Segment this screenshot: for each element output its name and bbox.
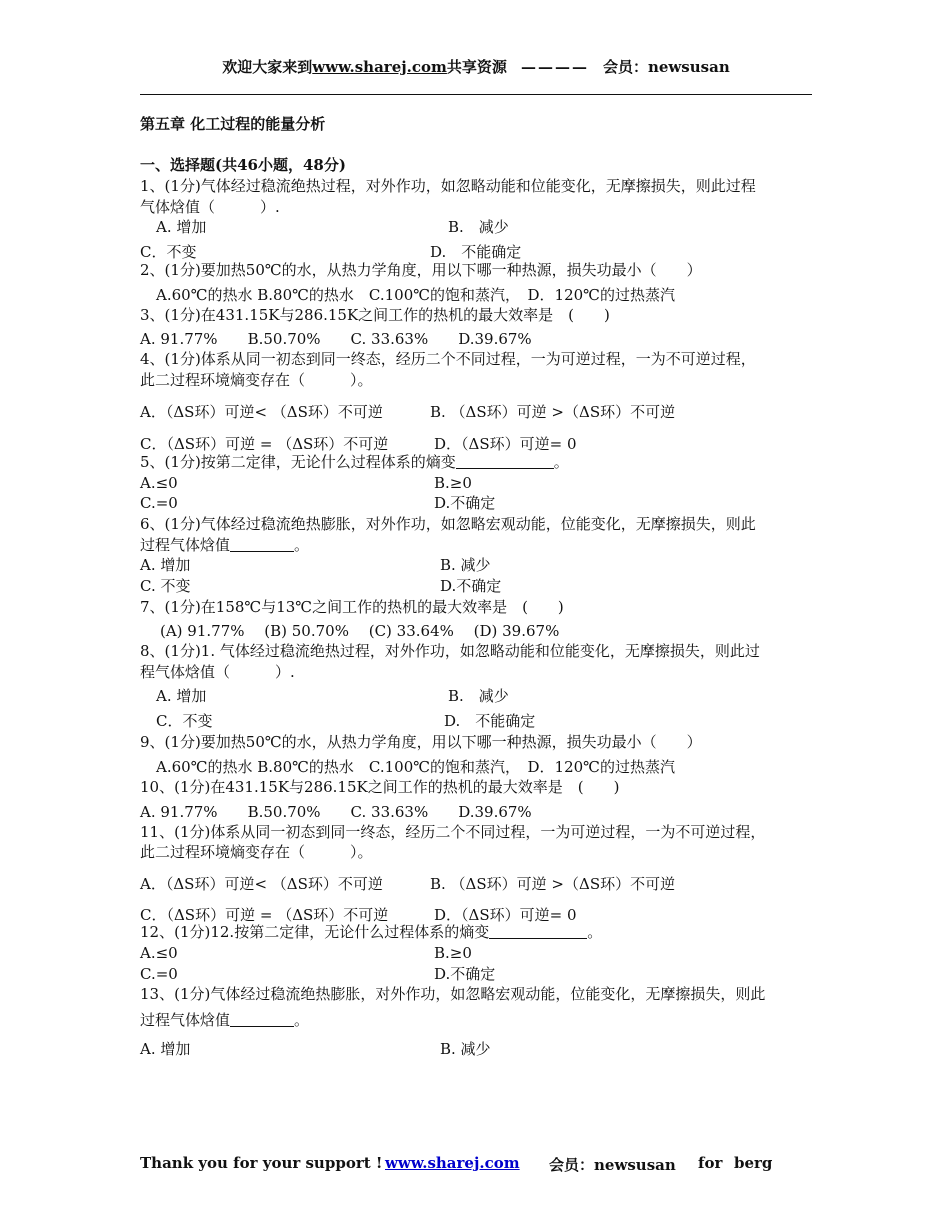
question-3-stem: 3、(1分)在431.15K与286.15K之间工作的热机的最大效率是 ( ) [140, 305, 610, 324]
question-3-options: A. 91.77% B.50.70% C. 33.63% D.39.67% [140, 330, 532, 349]
question-4-stem-cont: 此二过程环境熵变存在（ ）。 [140, 370, 373, 389]
question-10-stem: 10、(1分)在431.15K与286.15K之间工作的热机的最大效率是 ( ) [140, 777, 620, 796]
option-b: B. （ΔS环）可逆 >（ΔS环）不可逆 [430, 874, 676, 893]
question-13-stem-cont: 过程气体焓值 。 [140, 1011, 310, 1030]
header-member: 会员：newsusan [602, 58, 730, 76]
header-welcome: 欢迎大家来到 [222, 58, 313, 76]
option-a: A. 增加 [140, 1039, 191, 1058]
option-d: D.不确定 [440, 577, 502, 596]
footer-name: berg [734, 1154, 773, 1172]
question-1-stem-cont: 气体焓值（ ）. [140, 197, 280, 216]
section-title: 一、选择题(共46小题，48分) [140, 156, 346, 175]
question-6-stem-cont: 过程气体焓值 。 [140, 535, 310, 554]
option-a: A. 增加 [156, 218, 207, 237]
option-a: A.≤0 [140, 944, 178, 962]
answer-blank [456, 453, 554, 469]
option-b: B. 减少 [448, 686, 509, 705]
header-rule [140, 94, 812, 95]
answer-blank [230, 1011, 294, 1027]
option-a: A. 增加 [140, 556, 191, 575]
option-d: D．（ΔS环）可逆= 0 [434, 435, 577, 454]
question-1-stem: 1、(1分)气体经过稳流绝热过程，对外作功，如忽略动能和位能变化，无摩擦损失，则此过程 [140, 177, 756, 196]
chapter-title: 第五章 化工过程的能量分析 [140, 115, 326, 133]
option-c: C．不变 [140, 243, 197, 262]
question-2-options: A.60℃的热水 B.80℃的热水 C.100℃的饱和蒸汽， D．120℃的过热蒸汽 [156, 285, 675, 304]
option-b: B. 减少 [440, 1039, 491, 1058]
question-8-stem: 8、(1分)1. 气体经过稳流绝热过程，对外作功，如忽略动能和位能变化，无摩擦损失，则此过 [140, 642, 760, 661]
question-7-stem: 7、(1分)在158℃与13℃之间工作的热机的最大效率是 ( ) [140, 597, 564, 616]
question-11-stem-cont: 此二过程环境熵变存在（ ）。 [140, 843, 373, 862]
option-c: C. 不变 [140, 577, 191, 596]
question-12-stem: 12、(1分)12.按第二定律，无论什么过程体系的熵变 。 [140, 923, 603, 942]
question-5-stem: 5、(1分)按第二定律，无论什么过程体系的熵变 。 [140, 452, 569, 471]
option-c: C．不变 [156, 711, 213, 730]
option-d: D. 不能确定 [430, 243, 522, 262]
answer-blank [489, 923, 587, 939]
question-7-options: (A) 91.77% (B) 50.70% (C) 33.64% (D) 39.67% [160, 622, 560, 641]
option-b: B. 减少 [440, 556, 491, 575]
question-2-stem: 2、(1分)要加热50℃的水，从热力学角度，用以下哪一种热源，损失功最小（ ） [140, 260, 702, 279]
option-b: B. 减少 [448, 218, 509, 237]
option-d: D.不确定 [434, 964, 496, 983]
question-10-options: A. 91.77% B.50.70% C. 33.63% D.39.67% [140, 802, 532, 821]
question-11-stem: 11、(1分)体系从同一初态到同一终态，经历二个不同过程，一为可逆过程，一为不可逆过程， [140, 822, 766, 841]
page-header [140, 56, 812, 77]
header-dashes: ———— [520, 58, 589, 76]
question-9-options: A.60℃的热水 B.80℃的热水 C.100℃的饱和蒸汽， D．120℃的过热蒸汽 [156, 757, 675, 776]
footer-for: for [698, 1154, 723, 1172]
footer-site-link[interactable]: www.sharej.com [385, 1154, 520, 1172]
footer-member: 会员：newsusan [549, 1156, 676, 1174]
option-a: A．（ΔS环）可逆< （ΔS环）不可逆 [140, 874, 383, 893]
option-b: B. （ΔS环）可逆 >（ΔS环）不可逆 [430, 402, 676, 421]
question-9-stem: 9、(1分)要加热50℃的水，从热力学角度，用以下哪一种热源，损失功最小（ ） [140, 733, 702, 752]
header-share: 共享资源 [446, 58, 507, 76]
option-a: A. 增加 [156, 686, 207, 705]
option-d: D．（ΔS环）可逆= 0 [434, 905, 577, 924]
option-d: D. 不能确定 [444, 711, 536, 730]
option-c: C.=0 [140, 494, 178, 513]
option-c: C．（ΔS环）可逆 = （ΔS环）不可逆 [140, 435, 389, 454]
document-body [140, 114, 812, 1058]
option-c: C．（ΔS环）可逆 = （ΔS环）不可逆 [140, 905, 389, 924]
header-site-link[interactable]: www.sharej.com [312, 58, 447, 76]
question-8-stem-cont: 程气体焓值（ ）. [140, 663, 295, 682]
option-a: A.≤0 [140, 473, 178, 492]
question-4-stem: 4、(1分)体系从同一初态到同一终态，经历二个不同过程，一为可逆过程，一为不可逆过程， [140, 350, 756, 369]
option-b: B.≥0 [434, 473, 472, 492]
option-a: A．（ΔS环）可逆< （ΔS环）不可逆 [140, 402, 383, 421]
option-c: C.=0 [140, 964, 178, 983]
question-6-stem: 6、(1分)气体经过稳流绝热膨胀，对外作功，如忽略宏观动能，位能变化，无摩擦损失，则此 [140, 515, 756, 533]
answer-blank [230, 536, 294, 552]
footer-thanks: Thank you for your support ! [140, 1154, 383, 1172]
option-d: D.不确定 [434, 494, 496, 513]
question-13-stem: 13、(1分)气体经过稳流绝热膨胀，对外作功，如忽略宏观动能，位能变化，无摩擦损失，则此 [140, 985, 766, 1004]
option-b: B.≥0 [434, 944, 472, 962]
